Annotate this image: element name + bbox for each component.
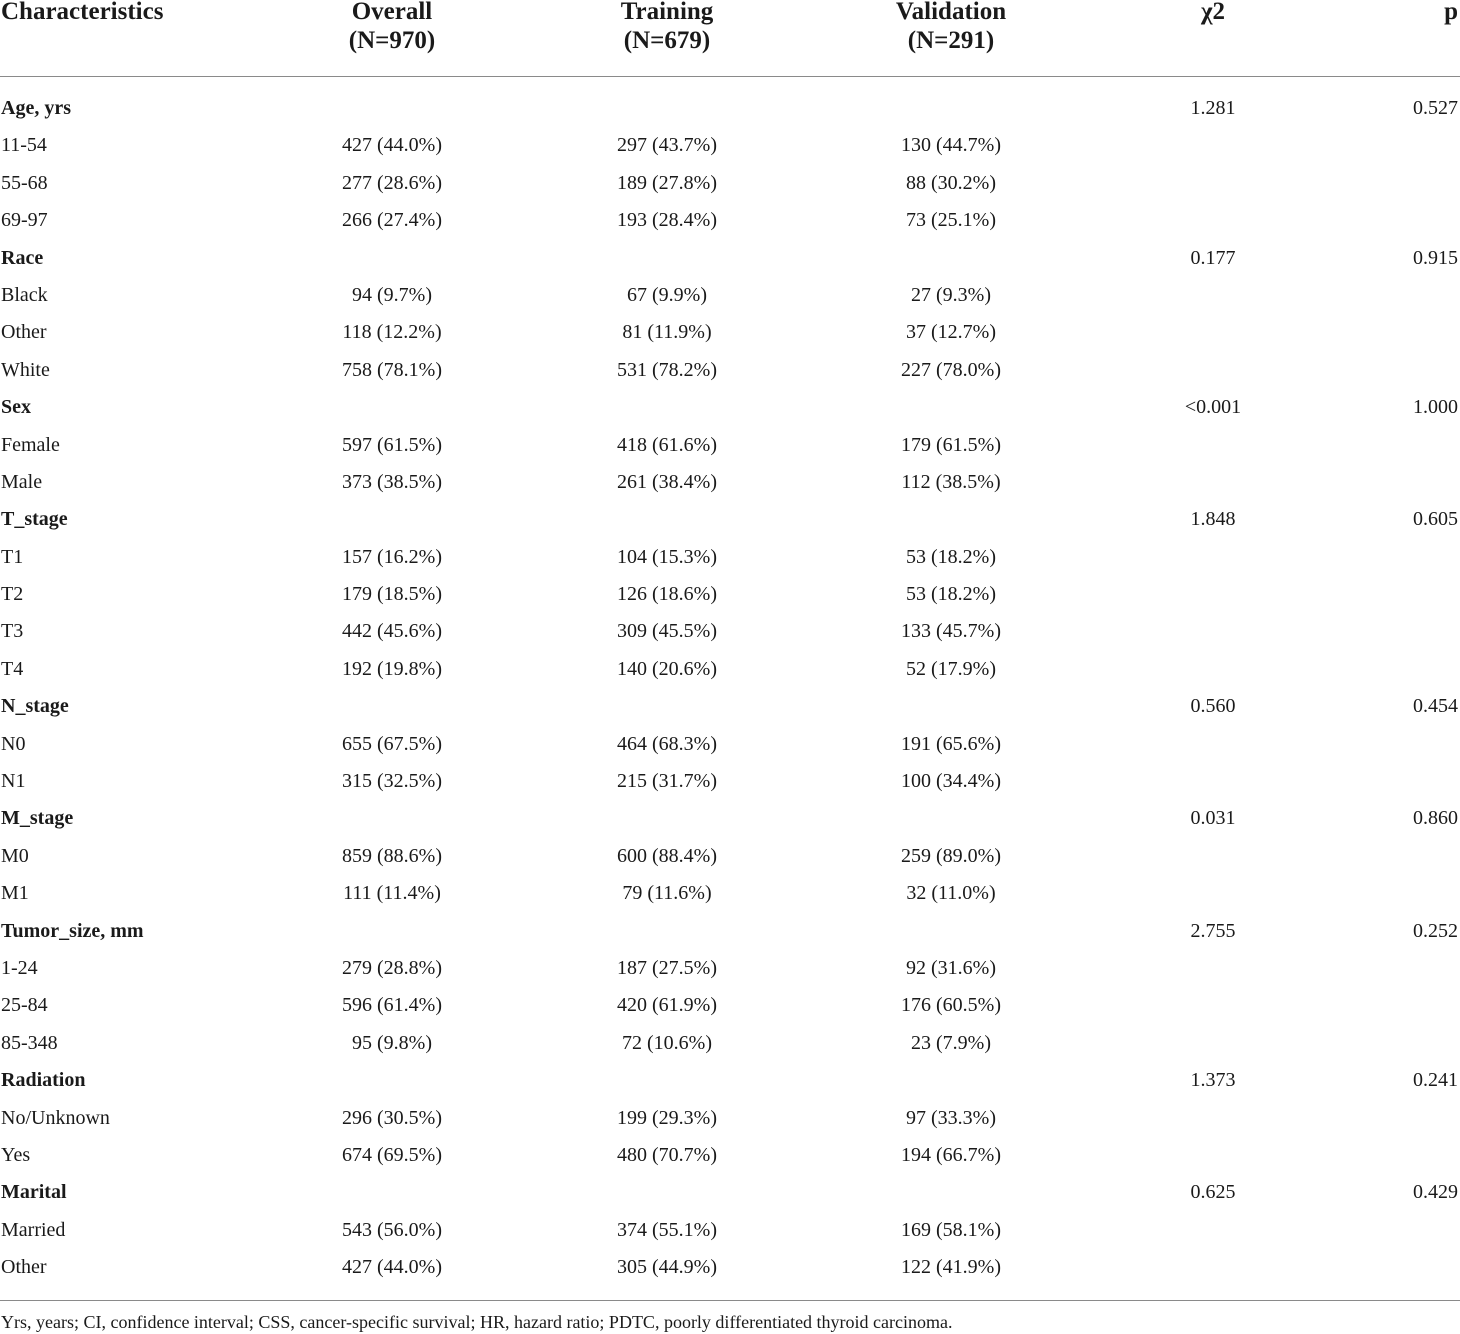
table-row	[0, 1025, 1460, 1062]
validation-cell: 259 (89.0%)	[901, 844, 1001, 867]
table-body	[0, 90, 1460, 1287]
row-label: 55-68	[1, 171, 48, 194]
overall-cell: 543 (56.0%)	[342, 1218, 442, 1241]
p-value-cell: 0.252	[1413, 919, 1458, 942]
row-label: Married	[1, 1218, 66, 1241]
row-label: T1	[1, 545, 24, 568]
table-row	[0, 875, 1460, 912]
header-characteristics	[1, 0, 163, 26]
validation-cell: 53 (18.2%)	[906, 545, 996, 568]
p-value-cell: 0.527	[1413, 97, 1458, 119]
chi2-cell: 1.373	[1190, 1069, 1236, 1092]
header-characteristics-label: Characteristics	[1, 0, 164, 25]
overall-cell: 266 (27.4%)	[342, 209, 442, 232]
chi2-cell: 1.848	[1190, 508, 1236, 531]
training-cell: 531 (78.2%)	[617, 358, 717, 381]
table-group-row	[0, 501, 1460, 538]
training-cell: 193 (28.4%)	[617, 209, 717, 232]
training-cell: 309 (45.5%)	[617, 620, 717, 643]
validation-cell: 176 (60.5%)	[901, 994, 1001, 1017]
training-cell: 72 (10.6%)	[622, 1031, 712, 1054]
p-value-cell: 0.915	[1413, 246, 1458, 269]
overall-cell: 655 (67.5%)	[342, 732, 442, 755]
header-validation	[896, 0, 1006, 55]
table-row	[0, 1212, 1460, 1249]
table-row	[0, 1249, 1460, 1286]
overall-cell: 373 (38.5%)	[342, 470, 442, 493]
overall-cell: 427 (44.0%)	[342, 134, 442, 157]
table-row	[0, 763, 1460, 800]
overall-cell: 94 (9.7%)	[352, 283, 432, 306]
validation-cell: 100 (34.4%)	[901, 770, 1001, 793]
training-cell: 418 (61.6%)	[617, 433, 717, 456]
training-cell: 199 (29.3%)	[617, 1106, 717, 1129]
table-row	[0, 838, 1460, 875]
table-header	[0, 0, 1460, 77]
p-value-cell: 0.605	[1413, 508, 1458, 531]
training-cell: 81 (11.9%)	[622, 321, 712, 344]
overall-cell: 427 (44.0%)	[342, 1256, 442, 1279]
row-label: 85-348	[1, 1031, 58, 1054]
overall-cell: 157 (16.2%)	[342, 545, 442, 568]
table-row	[0, 613, 1460, 650]
validation-cell: 191 (65.6%)	[901, 732, 1001, 755]
validation-cell: 112 (38.5%)	[901, 470, 1001, 493]
table-row	[0, 352, 1460, 389]
table-row	[0, 1137, 1460, 1174]
chi2-cell: 1.281	[1190, 97, 1236, 119]
row-label: Female	[1, 433, 60, 456]
p-value-cell: 0.429	[1413, 1181, 1458, 1204]
overall-cell: 442 (45.6%)	[342, 620, 442, 643]
overall-cell: 597 (61.5%)	[342, 433, 442, 456]
training-cell: 261 (38.4%)	[617, 470, 717, 493]
table-row	[0, 950, 1460, 987]
chi2-cell: 0.031	[1190, 807, 1236, 830]
row-label: 1-24	[1, 956, 38, 979]
overall-cell: 315 (32.5%)	[342, 770, 442, 793]
validation-cell: 97 (33.3%)	[906, 1106, 996, 1129]
row-label: Yes	[1, 1143, 31, 1166]
header-training-line2: (N=679)	[623, 27, 711, 54]
validation-cell: 32 (11.0%)	[906, 882, 996, 905]
validation-cell: 52 (17.9%)	[906, 657, 996, 680]
table-row	[0, 464, 1460, 501]
overall-cell: 111 (11.4%)	[343, 882, 441, 905]
validation-cell: 88 (30.2%)	[906, 171, 996, 194]
header-overall	[349, 0, 435, 55]
table-row	[0, 1100, 1460, 1137]
chi2-cell: 0.625	[1190, 1181, 1236, 1204]
training-cell: 600 (88.4%)	[617, 844, 717, 867]
header-overall-line2: (N=970)	[348, 27, 436, 54]
row-label: N0	[1, 732, 26, 755]
table-group-row	[0, 913, 1460, 950]
overall-cell: 192 (19.8%)	[342, 657, 442, 680]
table-row	[0, 539, 1460, 576]
chi2-cell: 0.177	[1190, 246, 1236, 269]
row-label: 11-54	[1, 134, 47, 157]
validation-cell: 194 (66.7%)	[901, 1143, 1001, 1166]
validation-cell: 27 (9.3%)	[911, 283, 991, 306]
row-label: Age, yrs	[1, 97, 71, 119]
validation-cell: 92 (31.6%)	[906, 956, 996, 979]
validation-cell: 122 (41.9%)	[901, 1256, 1001, 1279]
row-label: Tumor_size, mm	[1, 919, 144, 942]
chi2-cell: 0.560	[1190, 695, 1236, 718]
training-cell: 104 (15.3%)	[617, 545, 717, 568]
table-group-row	[0, 389, 1460, 426]
training-cell: 67 (9.9%)	[627, 283, 707, 306]
training-cell: 140 (20.6%)	[617, 657, 717, 680]
overall-cell: 95 (9.8%)	[352, 1031, 432, 1054]
row-label: T_stage	[1, 508, 68, 531]
row-label: M_stage	[1, 807, 74, 830]
table-row	[0, 987, 1460, 1024]
overall-cell: 118 (12.2%)	[342, 321, 442, 344]
footer-divider	[0, 1300, 1460, 1301]
row-label: Other	[1, 321, 47, 344]
row-label: T3	[1, 620, 24, 643]
training-cell: 464 (68.3%)	[617, 732, 717, 755]
training-cell: 305 (44.9%)	[617, 1256, 717, 1279]
table-row	[0, 277, 1460, 314]
table-row	[0, 165, 1460, 202]
row-label: No/Unknown	[1, 1106, 110, 1129]
training-cell: 79 (11.6%)	[622, 882, 712, 905]
header-p-label: p	[1444, 0, 1458, 25]
p-value-cell: 0.241	[1413, 1069, 1458, 1092]
row-label: Black	[1, 283, 48, 306]
training-cell: 187 (27.5%)	[617, 956, 717, 979]
row-label: N1	[1, 770, 26, 793]
header-training	[621, 0, 714, 55]
validation-cell: 133 (45.7%)	[901, 620, 1001, 643]
row-label: T4	[1, 657, 24, 680]
validation-cell: 73 (25.1%)	[906, 209, 996, 232]
table-group-row	[0, 240, 1460, 277]
chi2-cell: 2.755	[1190, 919, 1236, 942]
header-validation-line1: Validation	[895, 0, 1007, 25]
table-row	[0, 726, 1460, 763]
header-chi2	[1201, 0, 1225, 26]
training-cell: 189 (27.8%)	[617, 171, 717, 194]
table-group-row	[0, 90, 1460, 127]
table-group-row	[0, 1062, 1460, 1099]
overall-cell: 674 (69.5%)	[342, 1143, 442, 1166]
training-cell: 480 (70.7%)	[617, 1143, 717, 1166]
p-value-cell: 0.860	[1413, 807, 1458, 830]
header-chi2-label: χ2	[1200, 0, 1226, 25]
table-group-row	[0, 1174, 1460, 1211]
p-value-cell: 1.000	[1413, 396, 1458, 419]
row-label: M0	[1, 844, 29, 867]
validation-cell: 179 (61.5%)	[901, 433, 1001, 456]
row-label: Radiation	[1, 1069, 86, 1092]
table-row	[0, 314, 1460, 351]
validation-cell: 130 (44.7%)	[901, 134, 1001, 157]
overall-cell: 596 (61.4%)	[342, 994, 442, 1017]
overall-cell: 279 (28.8%)	[342, 956, 442, 979]
training-cell: 374 (55.1%)	[617, 1218, 717, 1241]
overall-cell: 296 (30.5%)	[342, 1106, 442, 1129]
row-label: M1	[1, 882, 29, 905]
table-row	[0, 651, 1460, 688]
validation-cell: 169 (58.1%)	[901, 1218, 1001, 1241]
validation-cell: 37 (12.7%)	[906, 321, 996, 344]
training-cell: 297 (43.7%)	[617, 134, 717, 157]
overall-cell: 277 (28.6%)	[342, 171, 442, 194]
row-label: Sex	[1, 396, 31, 419]
overall-cell: 179 (18.5%)	[342, 583, 442, 606]
table-row	[0, 576, 1460, 613]
row-label: T2	[1, 583, 24, 606]
chi2-cell: <0.001	[1184, 396, 1242, 419]
row-label: Marital	[1, 1181, 67, 1204]
row-label: N_stage	[1, 695, 69, 718]
training-cell: 126 (18.6%)	[617, 583, 717, 606]
overall-cell: 859 (88.6%)	[342, 844, 442, 867]
p-value-cell: 0.454	[1413, 695, 1458, 718]
row-label: Race	[1, 246, 44, 269]
row-label: Other	[1, 1256, 47, 1279]
header-overall-line1: Overall	[351, 0, 433, 25]
header-validation-line2: (N=291)	[907, 27, 995, 54]
table-group-row	[0, 688, 1460, 725]
row-label: Male	[1, 470, 43, 493]
row-label: White	[1, 358, 50, 381]
header-training-line1: Training	[620, 0, 714, 25]
row-label: 25-84	[1, 994, 48, 1017]
table-row	[0, 127, 1460, 164]
table-row	[0, 202, 1460, 239]
table-footnote: Yrs, years; CI, confidence interval; CSS, cancer-specific survival; HR, hazard ratio; PDTC, poorly differentiated thyroid carcinoma.	[1, 1312, 953, 1332]
validation-cell: 23 (7.9%)	[911, 1031, 991, 1054]
overall-cell: 758 (78.1%)	[342, 358, 442, 381]
table-group-row	[0, 800, 1460, 837]
training-cell: 420 (61.9%)	[617, 994, 717, 1017]
validation-cell: 53 (18.2%)	[906, 583, 996, 606]
header-p	[1444, 0, 1458, 26]
training-cell: 215 (31.7%)	[617, 770, 717, 793]
validation-cell: 227 (78.0%)	[901, 358, 1001, 381]
table-row	[0, 427, 1460, 464]
row-label: 69-97	[1, 209, 48, 232]
